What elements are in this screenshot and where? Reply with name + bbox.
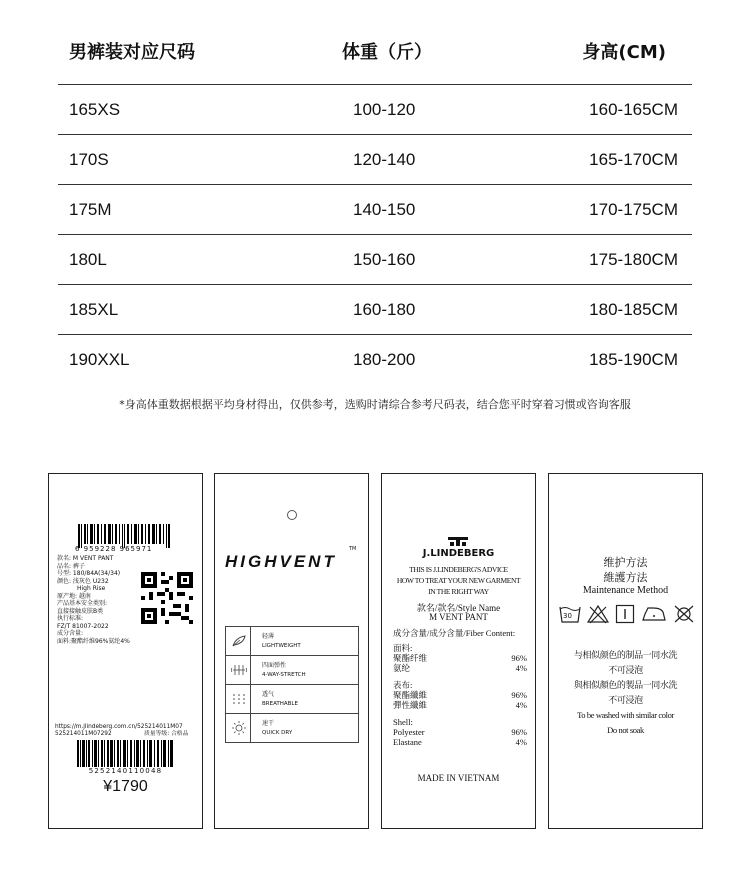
advice-line: IN THE RIGHT WAY bbox=[428, 587, 489, 596]
fiber-name: 聚酯纤维 bbox=[393, 653, 428, 663]
cell-height: 165-170CM bbox=[589, 150, 678, 169]
cell-size: 180L bbox=[69, 250, 107, 269]
fiber-name: 彈性纖維 bbox=[393, 700, 428, 710]
feature-item bbox=[226, 714, 358, 742]
fiber-group bbox=[393, 643, 527, 673]
breathable-icon bbox=[231, 691, 247, 707]
stretch-icon bbox=[231, 662, 247, 678]
cell-size: 185XL bbox=[69, 300, 119, 319]
info-line: 执行标准: bbox=[57, 615, 84, 622]
cell-height: 175-180CM bbox=[589, 250, 678, 269]
cell-size: 190XXL bbox=[69, 350, 130, 369]
info-line: 款名: M VENT PANT bbox=[57, 555, 114, 562]
table-row bbox=[58, 85, 692, 135]
no-tumble-dry-icon bbox=[673, 604, 695, 624]
info-line: 号型: 180/84A(34/34) bbox=[57, 570, 121, 577]
product-url: https://m.jlindeberg.com.cn/525214011M07 bbox=[55, 724, 183, 730]
product-code: 525214011M07292 bbox=[55, 731, 112, 737]
table-row bbox=[58, 185, 692, 235]
title-cn-simplified: 维护方法 bbox=[603, 557, 648, 569]
table-row bbox=[58, 135, 692, 185]
size-table bbox=[58, 28, 692, 384]
info-line: 面料:聚酯纤维96%氨纶4% bbox=[57, 637, 130, 645]
feature-en: QUICK DRY bbox=[262, 730, 293, 736]
cell-height: 185-190CM bbox=[589, 350, 678, 369]
title-en: Maintenance Method bbox=[582, 585, 669, 596]
advice-line: HOW TO TREAT YOUR NEW GARMENT bbox=[396, 576, 521, 585]
header-height: 身高(CM) bbox=[582, 42, 666, 63]
cell-height: 160-165CM bbox=[589, 100, 678, 119]
feature-cn: 透气 bbox=[262, 691, 275, 698]
sun-icon bbox=[231, 720, 247, 736]
quality-grade: 质量等级: 合格品 bbox=[144, 731, 189, 737]
feature-cn: 四面弹性 bbox=[262, 662, 287, 669]
brand-highvent: HIGHVENT bbox=[225, 552, 337, 571]
instruction-line: 不可浸泡 bbox=[608, 665, 643, 675]
table-row bbox=[58, 335, 692, 384]
no-bleach-icon bbox=[587, 604, 609, 624]
fiber-name: 氨纶 bbox=[393, 663, 411, 673]
group-title: Shell: bbox=[393, 717, 413, 727]
info-line: 产品基本安全类别: bbox=[57, 600, 108, 607]
feature-cn: 轻薄 bbox=[262, 633, 275, 640]
fiber-percent: 96% bbox=[511, 727, 527, 737]
brand-logo-icon bbox=[448, 537, 468, 546]
style-label: 款名/款名/Style Name bbox=[416, 603, 501, 613]
fiber-percent: 4% bbox=[515, 700, 527, 710]
brand-jlindeberg: J.LINDEBERG bbox=[422, 548, 495, 559]
care-advice bbox=[382, 564, 535, 597]
info-line: 颜色: 浅灰色 U232 bbox=[57, 577, 109, 585]
fiber-name: Polyester bbox=[393, 727, 425, 737]
fiber-name: 聚酯纖維 bbox=[393, 690, 428, 700]
title-cn-traditional: 維護方法 bbox=[603, 572, 648, 584]
fiber-percent: 96% bbox=[511, 653, 527, 663]
trademark: TM bbox=[349, 546, 357, 552]
feature-en: 4-WAY-STRETCH bbox=[262, 672, 306, 678]
top-barcode-number: 6 959228 965971 bbox=[75, 545, 153, 553]
instruction-line: Do not soak bbox=[607, 725, 644, 735]
feature-list bbox=[225, 626, 359, 743]
care-symbols bbox=[559, 604, 695, 626]
product-info-tag bbox=[48, 473, 203, 829]
cell-height: 170-175CM bbox=[589, 200, 678, 219]
feature-cn: 速干 bbox=[262, 720, 275, 727]
table-row bbox=[58, 285, 692, 335]
group-title: 表布: bbox=[393, 680, 413, 690]
cell-weight: 180-200 bbox=[353, 350, 416, 369]
header-size: 男裤装对应尺码 bbox=[69, 42, 195, 63]
fiber-group bbox=[393, 680, 527, 710]
price: ¥1790 bbox=[103, 778, 148, 795]
cell-weight: 150-160 bbox=[353, 250, 416, 269]
hang-hole-icon bbox=[287, 510, 297, 520]
feature-item bbox=[226, 627, 358, 656]
fiber-name: Elastane bbox=[393, 737, 422, 747]
made-in: MADE IN VIETNAM bbox=[417, 773, 500, 783]
bottom-barcode-icon bbox=[77, 740, 173, 767]
qr-code-icon bbox=[141, 572, 193, 624]
feature-item bbox=[226, 685, 358, 714]
iron-icon bbox=[641, 604, 667, 624]
fiber-group bbox=[393, 717, 527, 747]
fiber-percent: 96% bbox=[511, 690, 527, 700]
table-header bbox=[58, 28, 692, 85]
product-info-lines bbox=[57, 555, 141, 645]
feature-en: BREATHABLE bbox=[262, 701, 298, 707]
instruction-line: 与相似颜色的制品一同水洗 bbox=[573, 650, 678, 660]
fiber-content-label: 成分含量/成分含量/Fiber Content: bbox=[393, 628, 516, 638]
cell-weight: 140-150 bbox=[353, 200, 416, 219]
composition-tag bbox=[381, 473, 536, 829]
cell-weight: 120-140 bbox=[353, 150, 416, 169]
info-line: FZ/T 81007-2022 bbox=[57, 622, 109, 630]
info-line: 品名: 裤子 bbox=[57, 562, 85, 570]
wash-temp: 30 bbox=[563, 612, 572, 620]
group-title: 面料: bbox=[393, 643, 413, 653]
care-instructions bbox=[549, 648, 702, 738]
cell-weight: 100-120 bbox=[353, 100, 416, 119]
table-row bbox=[58, 235, 692, 285]
advice-line: THIS IS J.LINDEBERG'S ADVICE bbox=[409, 565, 508, 574]
info-line: 原产地: 越南 bbox=[57, 592, 91, 600]
instruction-line: To be washed with similar color bbox=[577, 710, 674, 720]
cell-size: 170S bbox=[69, 150, 109, 169]
cell-height: 180-185CM bbox=[589, 300, 678, 319]
maintenance-tag bbox=[548, 473, 703, 829]
fiber-percent: 4% bbox=[515, 663, 527, 673]
size-note: *身高体重数据根据平均身材得出，仅供参考，选购时请综合参考尺码表，结合您平时穿着习惯或咨询客服 bbox=[119, 398, 631, 411]
instruction-line: 與相似顏色的製品一同水洗 bbox=[573, 680, 678, 690]
cell-weight: 160-180 bbox=[353, 300, 416, 319]
instruction-line: 不可浸泡 bbox=[608, 695, 643, 705]
info-line: 成分含量: bbox=[57, 630, 84, 637]
feature-item bbox=[226, 656, 358, 685]
header-weight: 体重（斤） bbox=[342, 42, 432, 63]
line-dry-icon bbox=[615, 604, 635, 624]
fiber-percent: 4% bbox=[515, 737, 527, 747]
cell-size: 165XS bbox=[69, 100, 121, 119]
info-line: 直接接触皮肤B类 bbox=[57, 607, 104, 615]
feature-en: LIGHTWEIGHT bbox=[262, 643, 301, 649]
feather-icon bbox=[231, 634, 247, 648]
info-line: High Rise bbox=[77, 585, 106, 592]
highvent-tag bbox=[214, 473, 369, 829]
bottom-barcode-number: 5252140110048 bbox=[88, 767, 163, 775]
style-name: M VENT PANT bbox=[429, 612, 488, 622]
cell-size: 175M bbox=[69, 200, 112, 219]
